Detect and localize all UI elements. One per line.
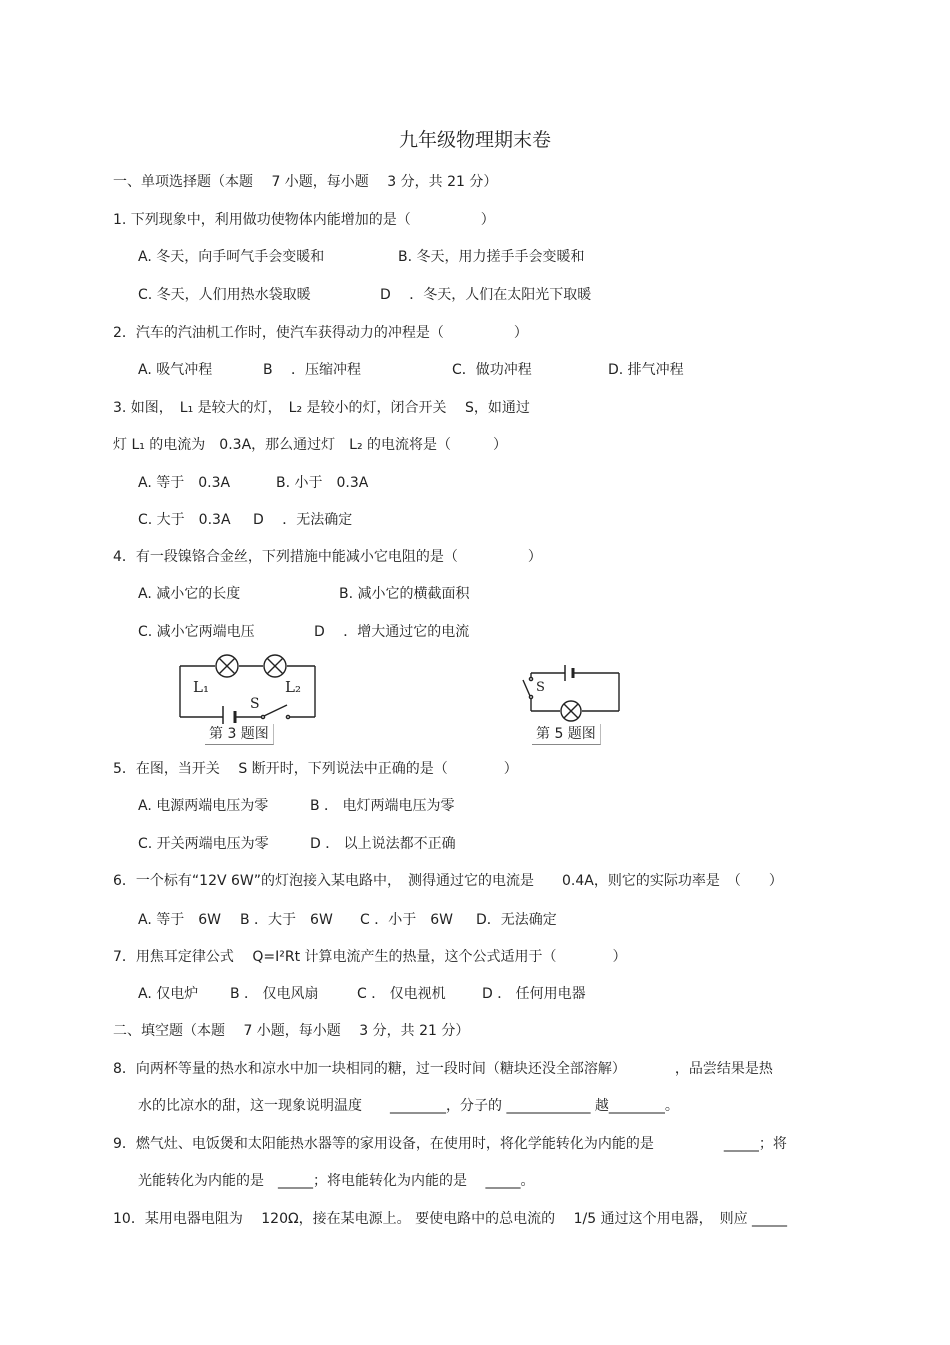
- q6-stem: 6．一个标有“12V 6W”的灯泡接入某电路中， 测得通过它的电流是 0.4A，则它的实际功率是 （ ）: [113, 873, 783, 889]
- q2-option-a: A. 吸气冲程: [138, 362, 213, 378]
- label-l1: L₁: [193, 678, 209, 696]
- page-title: 九年级物理期末卷: [398, 129, 551, 151]
- q5-option-a: A. 电源两端电压为零: [138, 798, 269, 814]
- switch: [523, 677, 533, 698]
- q9-line1: 9．燃气灶、电饭煲和太阳能热水器等的家用设备，在使用时，将化学能转化为内能的是 _____；将: [113, 1136, 787, 1152]
- q5-option-d: D ． 以上说法都不正确: [310, 836, 456, 852]
- q7-option-a: A. 仅电炉: [138, 986, 199, 1002]
- q8-line2: 水的比凉水的甜，这一现象说明温度 ________，分子的 ____________ 越________。: [138, 1098, 679, 1114]
- q5-option-b: B ． 电灯两端电压为零: [310, 798, 455, 814]
- q2-option-d: D. 排气冲程: [608, 362, 684, 378]
- figure-5-circuit: [515, 655, 625, 727]
- q2-option-c: C．做功冲程: [452, 362, 532, 378]
- q5-option-c: C. 开关两端电压为零: [138, 836, 269, 852]
- q5-stem: 5．在图，当开关 S 断开时，下列说法中正确的是（ ）: [113, 761, 518, 777]
- q3-stem-line2: 灯 L₁ 的电流为 0.3A，那么通过灯 L₂ 的电流将是（ ）: [113, 437, 508, 453]
- q1-option-d: D ．冬天，人们在太阳光下取暖: [380, 287, 592, 303]
- q2-stem: 2．汽车的汽油机工作时，使汽车获得动力的冲程是（ ）: [113, 325, 528, 341]
- q3-stem-line1: 3. 如图， L₁ 是较大的灯， L₂ 是较小的灯，闭合开关 S，如通过: [113, 400, 530, 416]
- q7-option-b: B ． 仅电风扇: [230, 986, 319, 1002]
- section-1-heading: 一、单项选择题（本题 7 小题，每小题 3 分，共 21 分）: [113, 174, 498, 190]
- section-2-heading: 二、填空题（本题 7 小题，每小题 3 分，共 21 分）: [113, 1023, 470, 1039]
- q4-option-c: C. 减小它两端电压: [138, 624, 255, 640]
- battery: [565, 665, 573, 681]
- q8-line1: 8．向两杯等量的热水和凉水中加一块相同的糖，过一段时间（糖块还没全部溶解） ，品尝结果是热: [113, 1061, 773, 1077]
- q1-option-c: C. 冬天，人们用热水袋取暖: [138, 287, 311, 303]
- q3-option-a: A. 等于 0.3A: [138, 475, 231, 491]
- q6-option-b: B ．大于 6W: [240, 912, 333, 928]
- q6-option-a: A. 等于 6W: [138, 912, 221, 928]
- lamp-l1: [216, 655, 238, 677]
- q6-option-d: D．无法确定: [476, 912, 557, 928]
- q1-stem: 1. 下列现象中，利用做功使物体内能增加的是（ ）: [113, 212, 495, 228]
- q1-option-a: A. 冬天，向手呵气手会变暖和: [138, 249, 325, 265]
- label-l2: L₂: [285, 678, 301, 696]
- label-s: S: [536, 680, 545, 695]
- label-s: S: [250, 696, 260, 712]
- q1-option-b: B. 冬天，用力搓手手会变暖和: [398, 249, 585, 265]
- q10-line1: 10．某用电器电阻为 120Ω，接在某电源上。 要使电路中的总电流的 1/5 通过这个用电器， 则应 _____: [113, 1211, 788, 1227]
- q2-option-b: B ．压缩冲程: [263, 362, 362, 378]
- q9-line2: 光能转化为内能的是 _____；将电能转化为内能的是 _____。: [138, 1173, 535, 1189]
- q7-option-c: C ． 仅电视机: [357, 986, 446, 1002]
- q4-option-b: B. 减小它的横截面积: [339, 586, 470, 602]
- q4-option-d: D ．增大通过它的电流: [314, 624, 470, 640]
- q6-option-c: C ．小于 6W: [360, 912, 453, 928]
- switch: [261, 705, 289, 719]
- q3-option-d: D ．无法确定: [253, 512, 353, 528]
- q3-option-b: B. 小于 0.3A: [276, 475, 369, 491]
- q4-stem: 4．有一段镍铬合金丝，下列措施中能减小它电阻的是（ ）: [113, 549, 542, 565]
- lamp: [561, 701, 581, 721]
- figure-3-caption: 第 3 题图: [205, 724, 274, 745]
- q3-option-c: C. 大于 0.3A: [138, 512, 231, 528]
- q7-stem: 7．用焦耳定律公式 Q=I²Rt 计算电流产生的热量，这个公式适用于（ ）: [113, 949, 627, 965]
- lamp-l2: [264, 655, 286, 677]
- q4-option-a: A. 减小它的长度: [138, 586, 241, 602]
- q7-option-d: D ． 任何用电器: [482, 986, 586, 1002]
- figure-5-caption: 第 5 题图: [532, 724, 601, 745]
